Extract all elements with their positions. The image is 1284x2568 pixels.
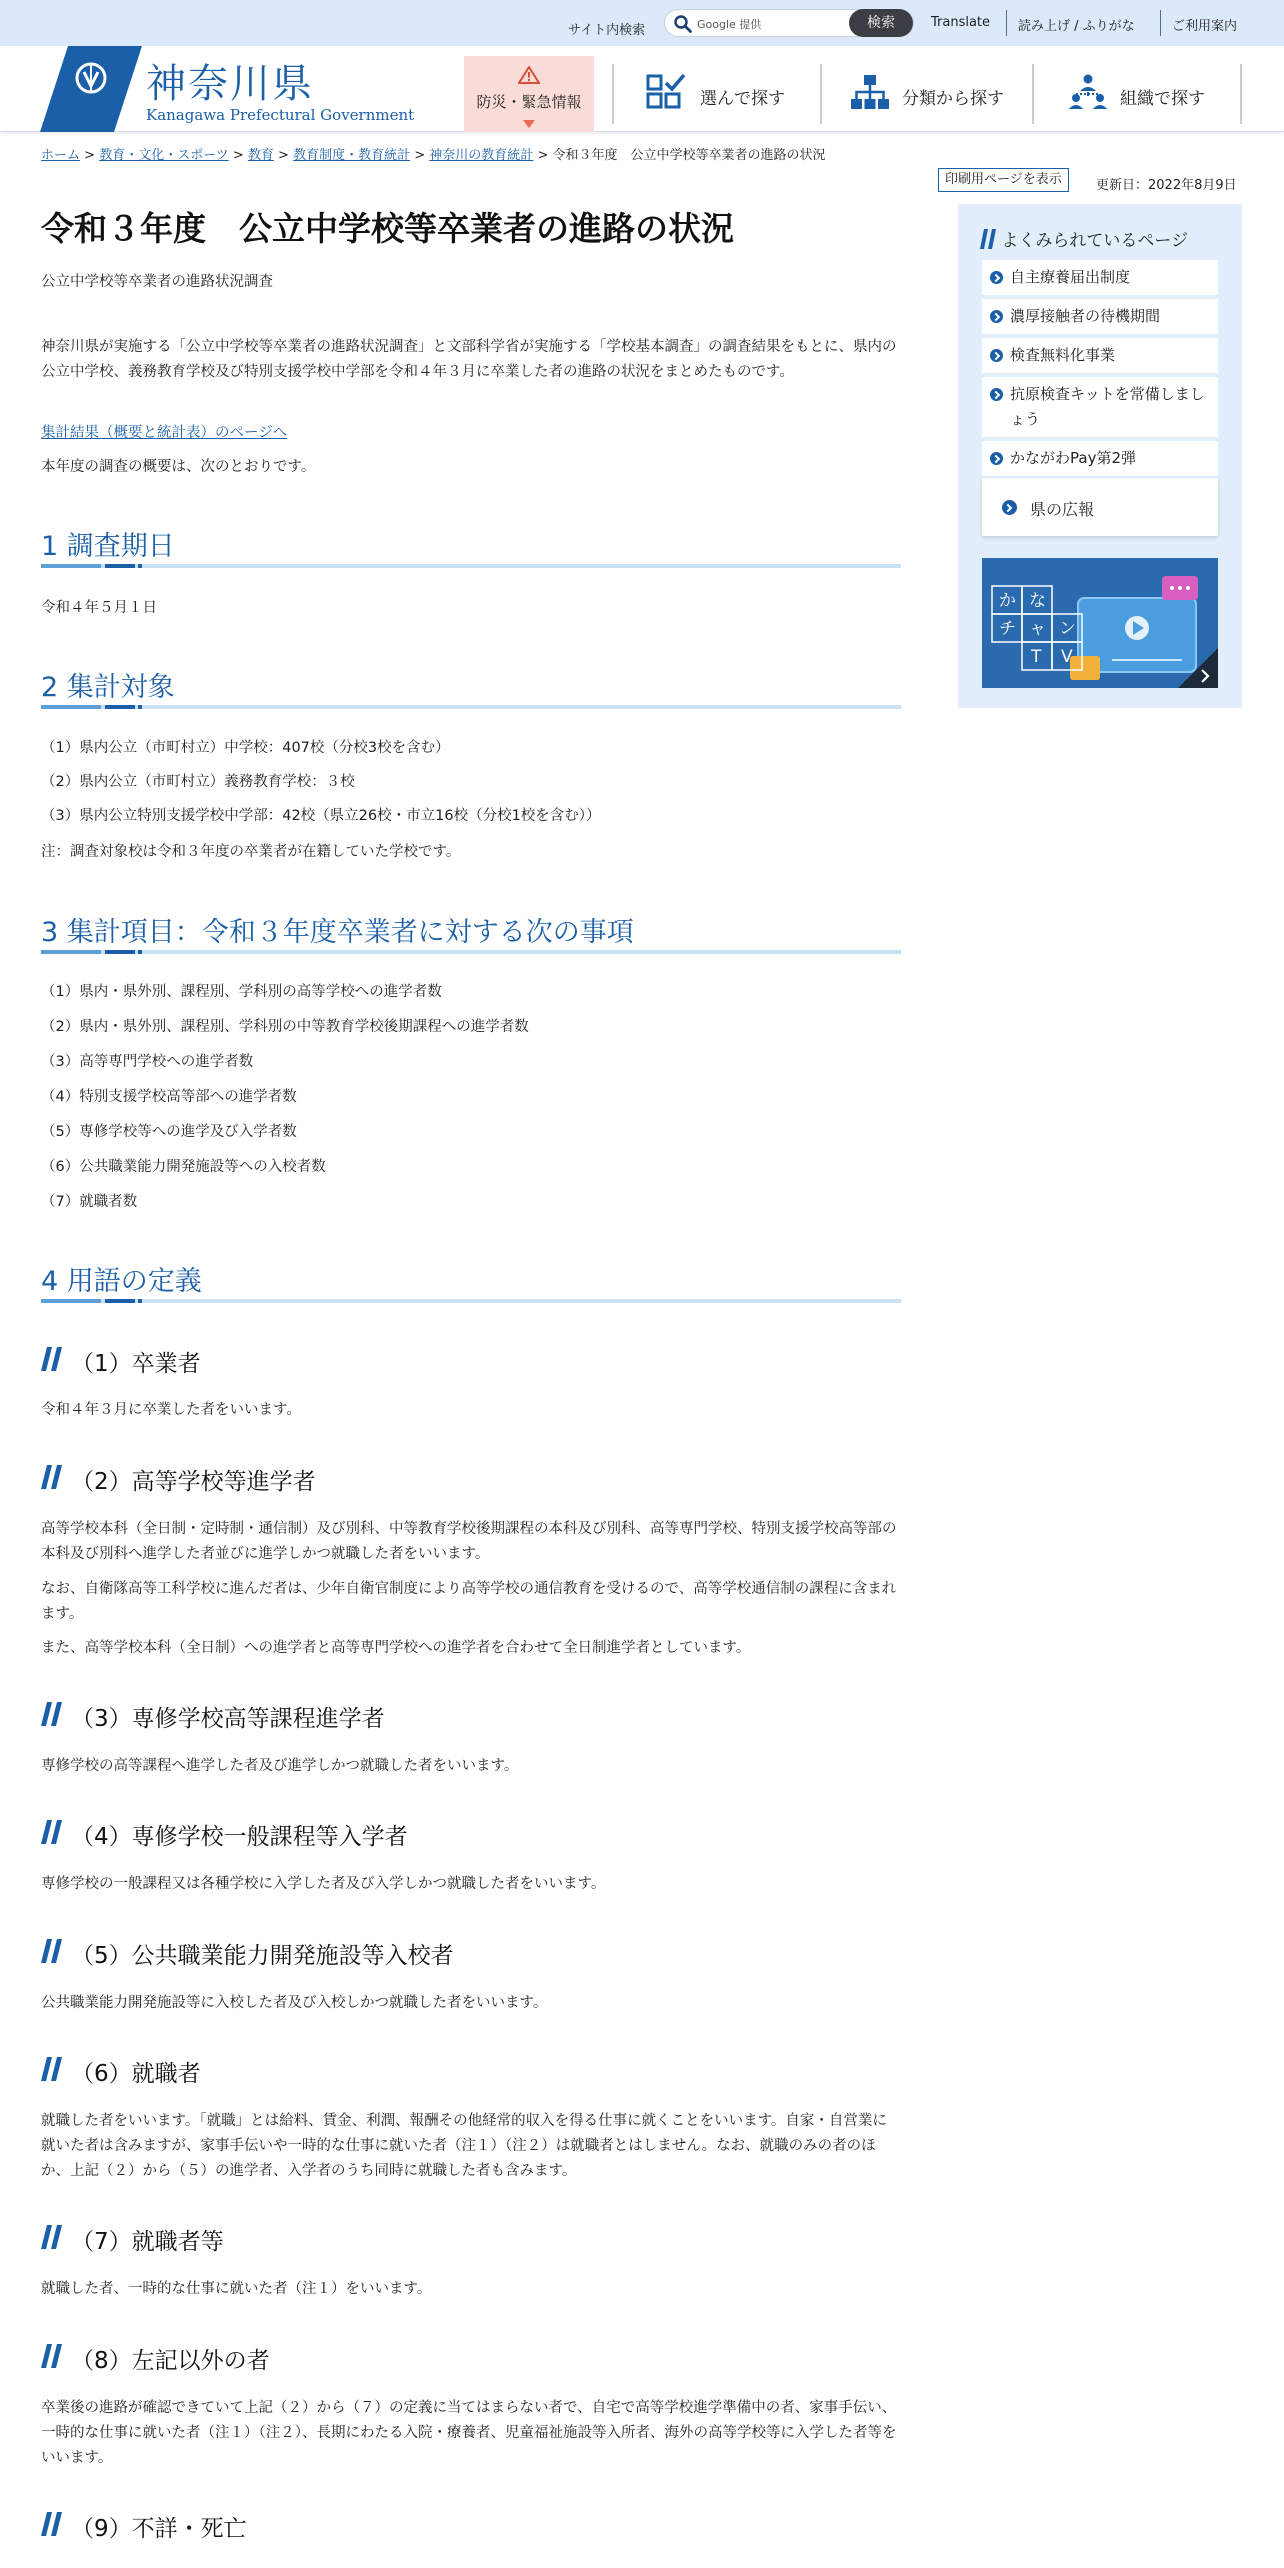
definition-text: また、高等学校本科（全日制）への進学者と高等専門学校への進学者を合わせて全日制進学者としています。 [41, 1640, 751, 1656]
usage-guide-link[interactable]: ご利用案内 [1172, 19, 1238, 34]
popular-page-link[interactable] [982, 377, 1218, 437]
section-title: 2 集計対象 [41, 672, 175, 703]
nav-select-search[interactable] [614, 56, 820, 132]
popular-page-link[interactable] [982, 299, 1218, 334]
site-search-label: サイト内検索 [568, 23, 646, 38]
kanagawa-logo-icon[interactable] [40, 46, 142, 132]
double-slash-icon [41, 2225, 63, 2249]
popular-pages-heading [980, 226, 1188, 251]
heading-underline [41, 1299, 901, 1303]
tv-char: T [1031, 647, 1042, 667]
definition-text: 専修学校の高等課程へ進学した者及び進学しかつ就職した者をいいます。 [41, 1758, 519, 1774]
divider [1160, 10, 1161, 36]
intro-link-paragraph [41, 421, 901, 446]
double-slash-icon [41, 2057, 63, 2081]
read-aloud-link[interactable]: 読み上げ / ふりがな [1018, 19, 1135, 34]
subsection-title: （8）左記以外の者 [71, 2348, 270, 2374]
list-item: （4）特別支援学校高等部への進学者数 [41, 1089, 297, 1105]
popular-page-link[interactable] [982, 338, 1218, 373]
section-heading-3 [41, 910, 901, 954]
double-slash-icon [41, 1347, 63, 1371]
note-text: 注：調査対象校は令和３年度の卒業者が在籍していた学校です。 [41, 844, 461, 860]
intro-paragraph: 神奈川県が実施する「公立中学校等卒業者の進路状況調査」と文部科学省が実施する「学校基本調査」の調査結果をもとに、県内の公立中学校、義務教育学校及び特別支援学校中学部を令和４年３月に卒業した者の進路の状況をまとめたものです。 [41, 339, 897, 380]
emergency-info-label: 防災・緊急情報 [476, 93, 582, 111]
breadcrumb-separator: > [537, 148, 549, 163]
popular-page-label: 検査無料化事業 [1010, 346, 1116, 364]
definition-text: 専修学校の一般課程又は各種学校に入学した者及び入学しかつ就職した者をいいます。 [41, 1876, 606, 1892]
hierarchy-icon [850, 74, 890, 110]
heading-underline [41, 564, 901, 568]
tv-char: ャ [1029, 619, 1046, 639]
nav-organization-search-label: 組織で探す [1120, 89, 1205, 109]
breadcrumb-kanagawa-education-stats[interactable]: 神奈川の教育統計 [429, 148, 534, 163]
section-title: 4 用語の定義 [41, 1266, 202, 1297]
updated-date: 更新日：2022年8月9日 [1096, 178, 1237, 193]
results-page-link[interactable]: 集計結果（概要と統計表）のページへ [41, 425, 288, 441]
warning-icon [518, 66, 540, 84]
chevron-right-icon [1002, 500, 1017, 515]
popular-pages-title: よくみられているページ [1001, 231, 1189, 251]
breadcrumb [41, 144, 826, 163]
chevron-right-icon [990, 452, 1003, 465]
popular-page-link[interactable] [982, 441, 1218, 476]
tv-char: ン [1059, 619, 1076, 639]
breadcrumb-separator: > [278, 148, 289, 163]
subsection-title: （9）不詳・死亡 [71, 2516, 247, 2542]
breadcrumb-current: 令和３年度 公立中学校等卒業者の進路の状況 [552, 148, 826, 163]
kanagawa-channel-tv-banner[interactable] [982, 558, 1218, 688]
list-item: （3）高等専門学校への進学者数 [41, 1054, 254, 1070]
emergency-info-button[interactable] [464, 56, 594, 132]
divider [1006, 10, 1007, 36]
list-item: （7）就職者数 [41, 1194, 138, 1210]
double-slash-icon [980, 229, 996, 249]
list-item: （6）公共職業能力開発施設等への入校者数 [41, 1159, 326, 1175]
double-slash-icon [41, 1820, 63, 1844]
popular-page-label: 濃厚接触者の待機期間 [1010, 307, 1161, 325]
popular-page-label: かながわPay第2弾 [1010, 449, 1136, 467]
chevron-right-icon [990, 271, 1003, 284]
logo-small-text: KANAGAWA [42, 121, 89, 130]
popular-pages-list [982, 260, 1218, 480]
search-placeholder: Google 提供 [697, 18, 762, 31]
breadcrumb-separator: > [414, 148, 426, 163]
list-item: （1）県内公立（市町村立）中学校：407校（分校3校を含む） [41, 740, 450, 756]
prefecture-pr-label: 県の広報 [1030, 500, 1095, 519]
popular-page-label: 自主療養届出制度 [1010, 268, 1131, 286]
list-item: （2）県内公立（市町村立）義務教育学校：３校 [41, 774, 355, 790]
translate-link[interactable]: Translate [931, 15, 991, 30]
definition-text: 高等学校本科（全日制・定時制・通信制）及び別科、中等教育学校後期課程の本科及び別科、高等専門学校、特別支援学校高等部の本科及び別科へ進学した者並びに進学しかつ就職した者をいいます。 [41, 1521, 897, 1562]
sidebar [958, 204, 1242, 708]
tv-char: か [999, 591, 1016, 611]
search-button[interactable]: 検索 [849, 9, 913, 37]
heading-underline [41, 705, 901, 709]
double-slash-icon [41, 2512, 63, 2536]
organization-icon [1068, 74, 1108, 110]
subsection-title: （5）公共職業能力開発施設等入校者 [71, 1943, 454, 1969]
definition-text: 就職した者、一時的な仕事に就いた者（注１）をいいます。 [41, 2281, 432, 2297]
section-title: 1 調査期日 [41, 531, 175, 562]
chevron-down-icon [523, 120, 535, 128]
breadcrumb-separator: > [84, 148, 96, 163]
page-subtitle: 公立中学校等卒業者の進路状況調査 [41, 274, 273, 290]
heading-underline [41, 950, 901, 954]
definition-text: 就職した者をいいます。「就職」とは給料、賃金、利潤、報酬その他経常的収入を得る仕事に就くことをいいます。自家・自営業に就いた者は含みますが、家事手伝いや一時的な仕事に就いた者（注１）（注２）は就職者とはしません。なお、就職のみの者のほか、上記（２）から（５）の進学者、入学者のうち同時に就職した者も含みます。 [41, 2113, 887, 2179]
tv-banner-graphic [982, 558, 1218, 688]
logo-english-text[interactable]: Kanagawa Prefectural Government [146, 106, 415, 124]
page-title: 令和３年度 公立中学校等卒業者の進路の状況 [41, 209, 734, 248]
double-slash-icon [41, 2344, 63, 2368]
double-slash-icon [41, 1939, 63, 1963]
nav-select-search-label: 選んで探す [700, 89, 785, 109]
breadcrumb-separator: > [232, 148, 244, 163]
nav-category-search-label: 分類から探す [902, 89, 1004, 109]
breadcrumb-education-culture-sports[interactable]: 教育・文化・スポーツ [99, 148, 229, 163]
divider [1240, 64, 1242, 124]
popular-page-label: 抗原検査キットを常備しましょう [1010, 385, 1205, 428]
section-heading-2 [41, 665, 901, 709]
double-slash-icon [41, 1465, 63, 1489]
prefecture-pr-button[interactable] [982, 478, 1218, 536]
chevron-right-icon [990, 349, 1003, 362]
site-header [0, 46, 1284, 132]
tv-char: な [1029, 591, 1046, 611]
print-page-button[interactable]: 印刷用ページを表示 [938, 168, 1069, 192]
logo-japanese-text[interactable]: 神奈川県 [146, 61, 314, 107]
breadcrumb-education-system[interactable]: 教育制度・教育統計 [293, 148, 411, 163]
chevron-right-icon [990, 388, 1003, 401]
definition-text: 公共職業能力開発施設等に入校した者及び入校しかつ就職した者をいいます。 [41, 1995, 548, 2011]
subsection-title: （2）高等学校等進学者 [71, 1469, 316, 1495]
checklist-icon [646, 74, 686, 110]
tv-char: チ [999, 619, 1016, 639]
survey-date: 令和４年５月１日 [41, 600, 157, 616]
section-title: 3 集計項目：令和３年度卒業者に対する次の事項 [41, 917, 634, 948]
subsection-title: （3）専修学校高等課程進学者 [71, 1706, 385, 1732]
breadcrumb-education[interactable]: 教育 [247, 148, 274, 163]
subsection-title: （7）就職者等 [71, 2229, 224, 2255]
section-heading-4 [41, 1259, 901, 1303]
section-heading-1 [41, 524, 901, 568]
definition-text: なお、自衛隊高等工科学校に進んだ者は、少年自衛官制度により高等学校の通信教育を受けるので、高等学校通信制の課程に含まれます。 [41, 1581, 897, 1622]
top-utility-bar [0, 0, 1284, 46]
subsection-title: （1）卒業者 [71, 1351, 201, 1377]
subsection-title: （4）専修学校一般課程等入学者 [71, 1824, 408, 1850]
list-item: （5）専修学校等への進学及び入学者数 [41, 1124, 297, 1140]
list-item: （2）県内・県外別、課程別、学科別の中等教育学校後期課程への進学者数 [41, 1019, 529, 1035]
breadcrumb-home[interactable]: ホーム [41, 148, 81, 163]
list-item: （1）県内・県外別、課程別、学科別の高等学校への進学者数 [41, 984, 442, 1000]
definition-text: 令和４年３月に卒業した者をいいます。 [41, 1402, 301, 1418]
chevron-right-icon [990, 310, 1003, 323]
nav-organization-search[interactable] [1034, 56, 1240, 132]
nav-category-search[interactable] [822, 56, 1032, 132]
list-item: （3）県内公立特別支援学校中学部：42校（県立26校・市立16校（分校1校を含む）） [41, 808, 601, 824]
overview-text: 本年度の調査の概要は、次のとおりです。 [41, 459, 316, 475]
popular-page-link[interactable] [982, 260, 1218, 295]
double-slash-icon [41, 1702, 63, 1726]
definition-text: 卒業後の進路が確認できていて上記（２）から（７）の定義に当てはまらない者で、自宅で高等学校進学準備中の者、家事手伝い、一時的な仕事に就いた者（注１）（注２）、長期にわたる入院・療養者、児童福祉施設等入所者、海外の高等学校等に入学した者等をいいます。 [41, 2400, 897, 2466]
tv-char: V [1061, 647, 1073, 667]
subsection-title: （6）就職者 [71, 2061, 201, 2087]
search-icon [673, 14, 693, 34]
